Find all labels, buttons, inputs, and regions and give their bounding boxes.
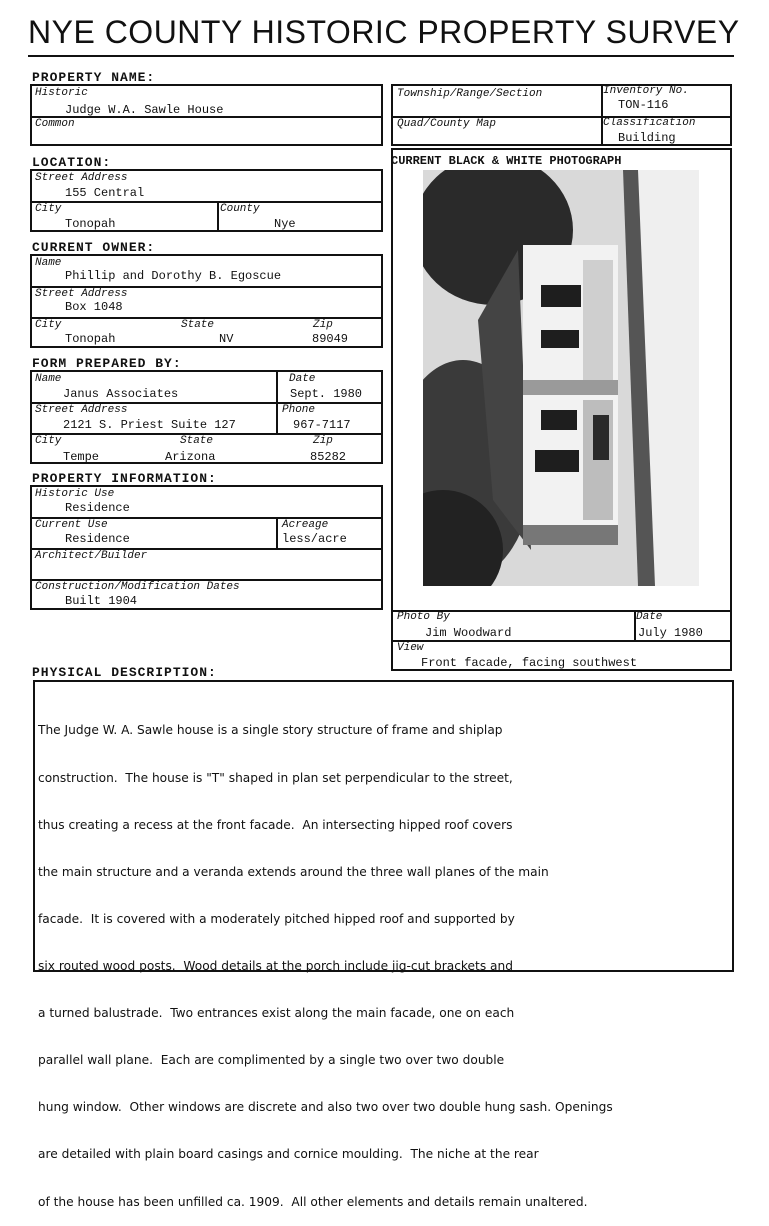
location-heading: LOCATION: (32, 155, 112, 170)
photo-by-label: Photo By (397, 611, 450, 623)
preparer-phone-label: Phone (282, 404, 316, 416)
owner-state-label: State (181, 319, 215, 331)
photo-view-label: View (397, 642, 424, 654)
preparer-date-label: Date (289, 373, 316, 385)
owner-name-label: Name (35, 257, 62, 269)
quad-map-label: Quad/County Map (397, 118, 497, 130)
description-line: The Judge W. A. Sawle house is a single story structure of frame and shiplap (38, 723, 503, 738)
preparer-zip-field[interactable]: 85282 (310, 450, 347, 464)
classification-field[interactable]: Building (618, 131, 676, 145)
location-city-field[interactable]: Tonopah (65, 217, 116, 231)
historic-use-label: Historic Use (35, 488, 115, 500)
owner-zip-label: Zip (313, 319, 333, 331)
description-line: parallel wall plane. Each are complimented by a single two over two double (38, 1053, 505, 1068)
architect-label: Architect/Builder (35, 550, 148, 562)
location-street-label: Street Address (35, 172, 128, 184)
preparer-state-field[interactable]: Arizona (165, 450, 216, 464)
description-line: are detailed with plain board casings and cornice moulding. The niche at the rear (38, 1147, 539, 1162)
divider (32, 201, 381, 203)
historic-use-field[interactable]: Residence (65, 501, 130, 515)
owner-street-label: Street Address (35, 288, 128, 300)
preparer-state-label: State (180, 435, 214, 447)
preparer-date-field[interactable]: Sept. 1980 (290, 387, 363, 401)
description-line: a turned balustrade. Two entrances exist along the main facade, one on each (38, 1006, 515, 1021)
divider (276, 372, 278, 433)
form-title: NYE COUNTY HISTORIC PROPERTY SURVEY (28, 14, 740, 50)
property-name-heading: PROPERTY NAME: (32, 70, 156, 85)
owner-state-field[interactable]: NV (219, 332, 234, 346)
divider (393, 640, 730, 642)
construction-dates-field[interactable]: Built 1904 (65, 594, 138, 608)
location-county-label: County (220, 203, 260, 215)
common-name-label: Common (35, 118, 75, 130)
acreage-label: Acreage (282, 519, 329, 531)
location-street-field[interactable]: 155 Central (65, 186, 145, 200)
photo-date-label: Date (636, 611, 663, 623)
divider (276, 517, 278, 548)
current-use-field[interactable]: Residence (65, 532, 130, 546)
preparer-heading: FORM PREPARED BY: (32, 356, 182, 371)
preparer-zip-label: Zip (313, 435, 333, 447)
construction-dates-label: Construction/Modification Dates (35, 581, 240, 593)
title-rule (28, 55, 734, 57)
owner-city-field[interactable]: Tonopah (65, 332, 116, 346)
house-photograph (423, 170, 699, 586)
physical-description-text (38, 692, 738, 1226)
photo-heading: CURRENT BLACK & WHITE PHOTOGRAPH (391, 154, 622, 168)
acreage-field[interactable]: less/acre (282, 532, 347, 546)
photo-date-field[interactable]: July 1980 (638, 626, 703, 640)
owner-heading: CURRENT OWNER: (32, 240, 156, 255)
property-info-heading: PROPERTY INFORMATION: (32, 471, 217, 486)
description-line: facade. It is covered with a moderately pitched hipped roof and supported by (38, 911, 515, 926)
photo-by-field[interactable]: Jim Woodward (425, 626, 512, 640)
historic-name-field[interactable]: Judge W.A. Sawle House (65, 103, 224, 117)
description-line: hung window. Other windows are discrete and also two over two double hung sash. Openings (38, 1100, 613, 1115)
location-county-field[interactable]: Nye (274, 217, 296, 231)
description-line: of the house has been unfilled ca. 1909. All other elements and details remain unaltered. (38, 1194, 588, 1209)
preparer-phone-field[interactable]: 967-7117 (293, 418, 351, 432)
owner-name-field[interactable]: Phillip and Dorothy B. Egoscue (65, 269, 282, 283)
owner-city-label: City (35, 319, 62, 331)
trs-label: Township/Range/Section (397, 88, 543, 100)
location-city-label: City (35, 203, 62, 215)
physical-description-heading: PHYSICAL DESCRIPTION: (32, 665, 217, 680)
photo-view-field[interactable]: Front facade, facing southwest (421, 656, 638, 670)
preparer-city-label: City (35, 435, 62, 447)
preparer-name-label: Name (35, 373, 62, 385)
description-line: six routed wood posts. Wood details at the porch include jig-cut brackets and (38, 958, 513, 973)
description-line: thus creating a recess at the front facade. An intersecting hipped roof covers (38, 817, 513, 832)
preparer-street-label: Street Address (35, 404, 128, 416)
owner-zip-field[interactable]: 89049 (312, 332, 349, 346)
preparer-street-field[interactable]: 2121 S. Priest Suite 127 (63, 418, 236, 432)
preparer-city-field[interactable]: Tempe (63, 450, 100, 464)
inventory-label: Inventory No. (603, 85, 689, 97)
owner-street-field[interactable]: Box 1048 (65, 300, 123, 314)
preparer-name-field[interactable]: Janus Associates (63, 387, 179, 401)
inventory-field[interactable]: TON-116 (618, 98, 669, 112)
current-use-label: Current Use (35, 519, 108, 531)
description-line: the main structure and a veranda extends around the three wall planes of the main (38, 864, 549, 879)
historic-name-label: Historic (35, 87, 88, 99)
description-line: construction. The house is "T" shaped in plan set perpendicular to the street, (38, 770, 513, 785)
divider (217, 201, 219, 230)
classification-label: Classification (603, 117, 696, 129)
